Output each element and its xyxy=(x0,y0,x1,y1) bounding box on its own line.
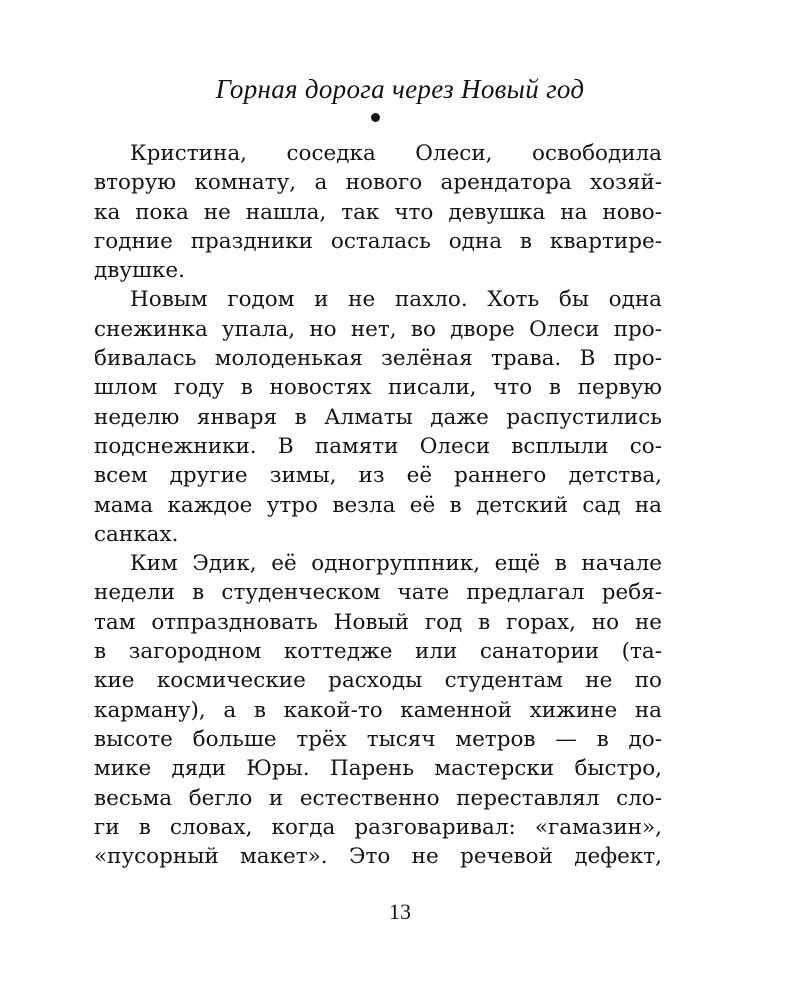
text-line: годние праздники осталась одна в квартире- xyxy=(94,228,662,254)
text-line: снежинка упала, но нет, во дворе Олеси про- xyxy=(94,316,662,342)
text-line: мама каждое утро везла её в детский сад на xyxy=(94,492,662,518)
text-line: ги в словах, когда разговаривал: «гамазин», xyxy=(94,814,662,840)
body-text xyxy=(94,139,662,871)
text-line: в загородном коттедже или санатории (та- xyxy=(94,639,662,665)
text-line: неделю января в Алматы даже распустились xyxy=(94,404,662,430)
text-line: карману), а в какой-то каменной хижине на xyxy=(94,697,662,723)
running-title: Горная дорога через Новый год xyxy=(215,74,585,104)
text-line: всем другие зимы, из её раннего детства, xyxy=(94,463,662,489)
bullet-ornament-icon xyxy=(371,113,380,122)
text-line: Кристина, соседка Олеси, освободила xyxy=(130,141,662,166)
text-line: Ким Эдик, её одногруппник, ещё в начале xyxy=(130,551,662,577)
text-line: подснежники. В памяти Олеси всплыли со- xyxy=(94,433,662,459)
text-line: бивалась молоденькая зелёная трава. В про- xyxy=(94,346,662,372)
text-line: весьма бегло и естественно переставлял сло- xyxy=(94,785,662,811)
text-line: там отпраздновать Новый год в горах, но не xyxy=(94,609,662,635)
text-line: санках. xyxy=(94,521,179,547)
text-line: двушке. xyxy=(94,258,185,284)
text-line: Новым годом и не пахло. Хоть бы одна xyxy=(130,287,662,313)
text-line: недели в студенческом чате предлагал ребя- xyxy=(94,580,662,606)
text-line: ка пока не нашла, так что девушка на ново- xyxy=(94,199,662,225)
text-line: кие космические расходы студентам не по xyxy=(94,668,662,694)
text-line: вторую комнату, а нового арендатора хозяй- xyxy=(94,170,662,196)
text-line: шлом году в новостях писали, что в первую xyxy=(94,375,662,401)
text-line: мике дяди Юры. Парень мастерски быстро, xyxy=(94,756,662,782)
text-line: «пусорный макет». Это не речевой дефект, xyxy=(94,844,662,870)
page-number: 13 xyxy=(389,899,411,924)
text-line: высоте больше трёх тысяч метров — в до- xyxy=(94,726,662,752)
